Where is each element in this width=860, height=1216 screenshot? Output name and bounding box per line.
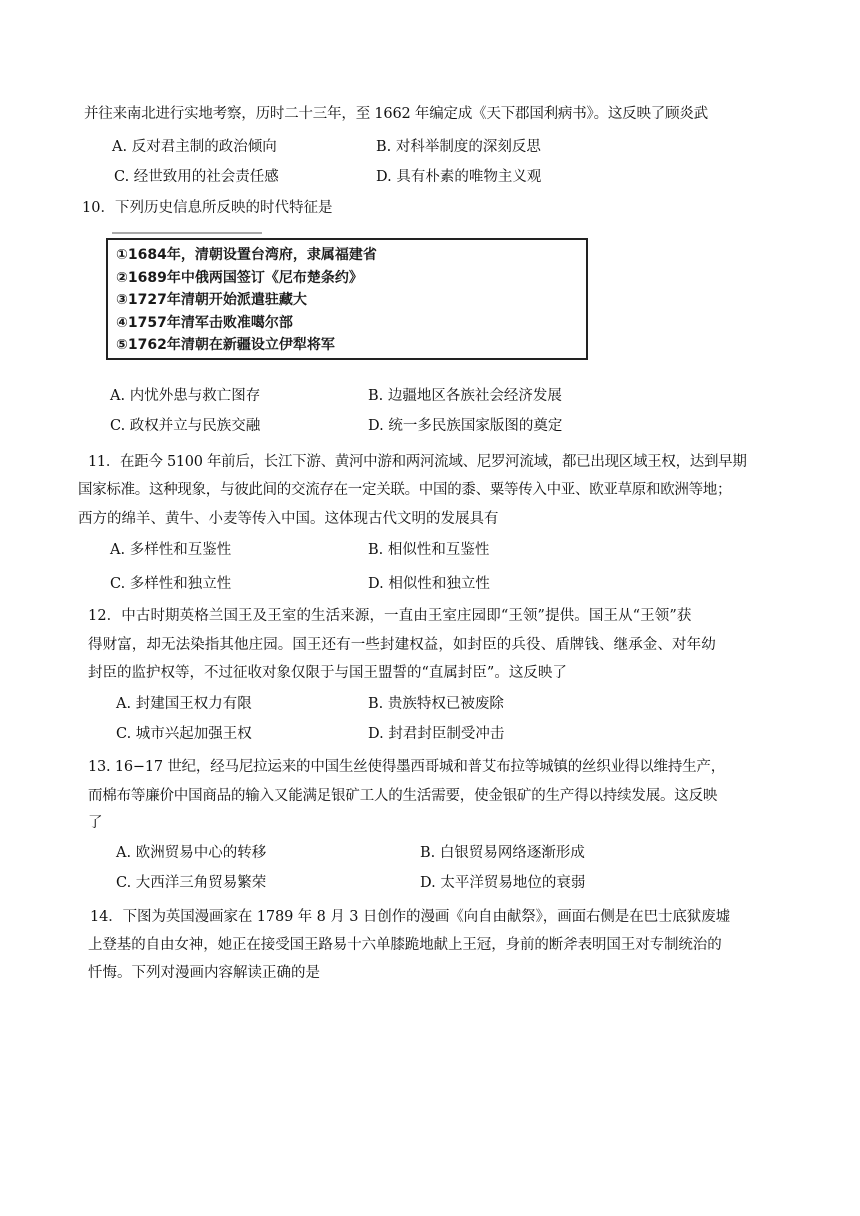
- q10-info-item: ④1757年清军击败准噶尔部: [116, 314, 293, 331]
- q10-info-item: ⑤1762年清朝在新疆设立伊犁将军: [116, 337, 335, 353]
- q13-option-a: A. 欧洲贸易中心的转移: [116, 845, 267, 861]
- q11-option-a: A. 多样性和互鉴性: [110, 542, 232, 558]
- q10-info-item: ①1684年，清朝设置台湾府，隶属福建省: [116, 247, 377, 263]
- q9-option-a: A. 反对君主制的政治倾向: [112, 139, 277, 155]
- q9-stem-tail: 并往来南北进行实地考察，历时二十三年，至 1662 年编定成《天下郡国利病书》。这反映了顾炎武: [84, 106, 708, 122]
- q13-stem-line: 而棉布等廉价中国商品的输入又能满足银矿工人的生活需要，使金银矿的生产得以持续发展。这反映: [88, 788, 718, 804]
- q10-info-box: [106, 238, 588, 360]
- q13-stem-line: 13. 16−17 世纪，经马尼拉运来的中国生丝使得墨西哥城和普艾布拉等城镇的丝织业得以维持生产，: [88, 759, 726, 775]
- q14-stem-line: 上登基的自由女神，她正在接受国王路易十六单膝跪地献上王冠，身前的断斧表明国王对专制统治的: [88, 937, 722, 953]
- q12-option-a: A. 封建国王权力有限: [116, 696, 252, 712]
- scan-artifact: [112, 232, 262, 234]
- q9-option-c: C. 经世致用的社会责任感: [114, 169, 279, 185]
- q11-stem-line: 西方的绵羊、黄牛、小麦等传入中国。这体现古代文明的发展具有: [78, 511, 499, 527]
- q11-option-d: D. 相似性和独立性: [368, 576, 490, 592]
- q12-option-d: D. 封君封臣制受冲击: [368, 726, 505, 742]
- q11-stem-line: 国家标准。这种现象，与彼此间的交流存在一定关联。中国的黍、粟等传入中亚、欧亚草原和欧洲等地；: [78, 482, 732, 498]
- q11-option-b: B. 相似性和互鉴性: [368, 542, 490, 558]
- q13-stem-line: 了: [88, 815, 103, 831]
- q10-info-item: ②1689年中俄两国签订《尼布楚条约》: [116, 269, 363, 286]
- q13-option-d: D. 太平洋贸易地位的衰弱: [420, 875, 586, 891]
- q12-stem-line: 封臣的监护权等，不过征收对象仅限于与国王盟誓的“直属封臣”。这反映了: [88, 665, 567, 681]
- q10-stem: 10．下列历史信息所反映的时代特征是: [82, 200, 333, 216]
- q10-option-c: C. 政权并立与民族交融: [110, 418, 261, 434]
- q9-option-d: D. 具有朴素的唯物主义观: [376, 169, 542, 185]
- q14-stem-line: 忏悔。下列对漫画内容解读正确的是: [88, 965, 320, 981]
- q13-option-c: C. 大西洋三角贸易繁荣: [116, 875, 267, 891]
- q13-option-b: B. 白银贸易网络逐渐形成: [420, 845, 585, 861]
- q9-option-b: B. 对科举制度的深刻反思: [376, 139, 541, 155]
- q12-option-c: C. 城市兴起加强王权: [116, 726, 252, 742]
- q11-option-c: C. 多样性和独立性: [110, 576, 232, 592]
- q14-stem-line: 14．下图为英国漫画家在 1789 年 8 月 3 日创作的漫画《向自由献祭》，画面右侧是在巴士底狱废墟: [90, 909, 731, 925]
- q12-option-b: B. 贵族特权已被废除: [368, 696, 504, 712]
- q11-stem-line: 11．在距今 5100 年前后，长江下游、黄河中游和两河流域、尼罗河流域，都已出现区域王权，达到早期: [88, 454, 747, 470]
- q10-option-b: B. 边疆地区各族社会经济发展: [368, 388, 562, 404]
- q10-info-item: ③1727年清朝开始派遣驻藏大: [116, 292, 307, 308]
- q12-stem-line: 12．中古时期英格兰国王及王室的生活来源，一直由王室庄园即“王领”提供。国王从“王领”获: [88, 608, 692, 624]
- q10-option-d: D. 统一多民族国家版图的奠定: [368, 418, 563, 434]
- q10-option-a: A. 内忧外患与救亡图存: [110, 388, 261, 404]
- q12-stem-line: 得财富，却无法染指其他庄园。国王还有一些封建权益，如封臣的兵役、盾牌钱、继承金、对年幼: [88, 637, 716, 653]
